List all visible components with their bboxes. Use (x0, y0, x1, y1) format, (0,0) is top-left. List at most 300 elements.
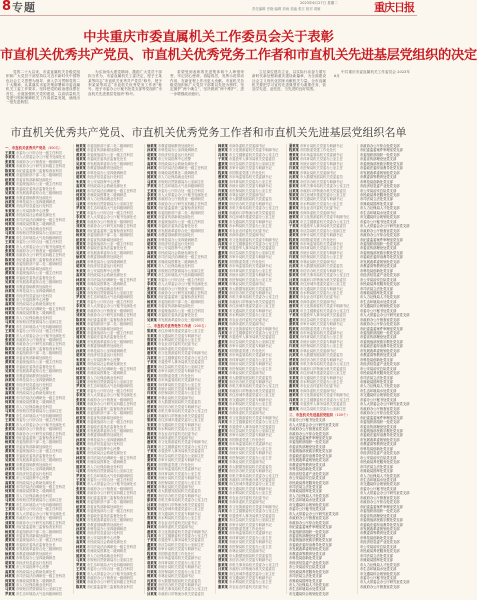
unit-name: 市纪委监委案件审理室党支部 (360, 504, 403, 509)
honoree-name: 程某某 (289, 237, 299, 242)
honoree-unit: 市国资委党建工作处处长 (299, 326, 337, 331)
unit-name: 市委政法委综治督导处党支部 (289, 453, 332, 458)
honoree-name: 马某某 (5, 498, 15, 503)
unit-name: 市人大常委会办公厅研究室党支部 (289, 511, 339, 516)
unit-name: 市纪委监委案件审理室党支部 (289, 436, 332, 440)
honoree-unit: 市政府办公厅督查室一级调研员 (86, 308, 134, 313)
honoree-unit: 市纪委监委第三监督检查室科员 (86, 406, 134, 411)
honoree-name: 萧某某 (147, 547, 157, 552)
honoree-name: 程某某 (218, 437, 228, 442)
honoree-name: 孙某某 (5, 289, 15, 294)
honoree-name: 邓某某 (218, 451, 228, 456)
unit-name: 市政府办公厅督查室党支部 (289, 516, 329, 521)
honoree-unit: 市委统战部办公室一级主任科员 (86, 509, 134, 514)
honoree-unit: 市委宣传部新闻处副处长 (86, 237, 124, 242)
honoree-name: 谢某某 (147, 520, 157, 525)
unit-name: 市委政法委综治督导处党支部 (289, 542, 332, 547)
honoree-name: 唐某某 (218, 415, 228, 420)
honoree-unit: 市卫生健康委机关党委办公室主任 (157, 444, 208, 449)
honoree-name: 吴某某 (5, 458, 15, 463)
honoree-unit: 市政府口岸物流办机关党委委员 (228, 388, 276, 393)
honoree-unit: 市纪委监委第三监督检查室科员 (15, 168, 63, 173)
honoree-name: 袁某某 (218, 357, 228, 362)
honoree-unit: 市国资委党建工作处处长 (157, 551, 195, 556)
unit-name: 市人大常委会办公厅研究室党支部 (289, 422, 339, 427)
unit-name: 市委宣传部理论处党支部 (360, 157, 397, 162)
unit-name: 市经济信息委产业处党支部 (360, 273, 400, 278)
honoree-name: 高某某 (76, 540, 86, 545)
honoree-unit: 市教委基础教育处副处长 (15, 373, 53, 378)
unit-name: 市民政局养老服务处党支部 (289, 480, 329, 485)
honoree-unit: 市住房城乡建委党委办公室主任 (228, 571, 276, 576)
honoree-unit: 市经济信息委运行处科员 (86, 175, 124, 180)
unit-name: 市委组织部组织一处党支部 (360, 152, 400, 157)
honoree-unit: 市卫生健康委机关党委办公室主任 (228, 420, 279, 425)
unit-name: 市委办公厅秘书处党支部 (360, 575, 397, 580)
honoree-name: 曹某某 (218, 442, 228, 447)
honoree-unit: 市教委基础教育处副处长 (15, 551, 53, 556)
honoree-unit: 市发展改革委综合处三级调研员 (15, 458, 63, 463)
honoree-name: 许某某 (289, 255, 299, 260)
honoree-unit: 市医保局机关党委办公室主任 (299, 166, 343, 171)
unit-name: 市交通局综合规划处党支部 (289, 502, 329, 507)
unit-name: 市经济信息委产业处党支部 (360, 362, 400, 367)
unit-name: 市政府办公厅督查室党支部 (360, 495, 400, 500)
honoree-unit: 市委宣传部新闻处副处长 (15, 444, 53, 449)
honoree-unit: 市委组织部干部二处二级调研员 (86, 233, 134, 238)
honoree-name: 何某某 (147, 259, 157, 264)
honoree-unit: 市住房城乡建委党委办公室主任 (299, 371, 347, 376)
honoree-unit: 市政府口岸物流办机关党委委员 (157, 502, 205, 507)
honoree-unit: 市财政局预算处二级调研员 (15, 222, 56, 227)
honoree-unit: 市公安局指挥中心民警 (86, 446, 120, 451)
honoree-unit: 市体育局机关党委办公室主任 (299, 246, 343, 251)
honoree-unit: 市应急局机关党委办公室副主任 (299, 228, 347, 233)
honored-unit (289, 592, 355, 596)
honoree-name: 郭某某 (5, 315, 15, 320)
honoree-unit: 市医保局机关党委办公室主任 (228, 277, 272, 282)
honoree-name: 高某某 (5, 213, 15, 218)
unit-name: 市民政局养老服务处党支部 (360, 460, 400, 465)
honoree-unit: 市财政局预算处二级调研员 (15, 400, 56, 405)
honoree-unit: 市纪委监委第三监督检查室科员 (86, 495, 134, 500)
unit-name: 市委办公厅秘书处党支部 (360, 397, 397, 402)
unit-name: 市科技局创新处党支部 (360, 535, 393, 540)
honoree-unit: 市委办公厅综合处一级主任科员 (157, 188, 205, 193)
honoree-unit: 市公安局指挥中心民警 (157, 157, 191, 162)
honoree-unit: 市生态环境局大气处四级调研员 (157, 184, 205, 189)
honoree-name: 刘某某 (76, 313, 86, 318)
honoree-name: 林某某 (5, 217, 15, 222)
honoree-name: 高某某 (76, 184, 86, 189)
honoree-name: 林某某 (76, 366, 86, 371)
honoree-name: 梁某某 (218, 571, 228, 576)
honoree-unit: 市交通局机关党委专职副书记 (299, 286, 343, 291)
honoree-name: 高某某 (5, 569, 15, 574)
honoree-unit: 市机关事务局机关党委办公室主任 (228, 473, 279, 478)
honoree-name: 李某某 (5, 333, 15, 338)
honoree-name: 周某某 (76, 157, 86, 162)
honoree-unit: 市交通局机关党委专职副书记 (157, 422, 201, 427)
honoree-name: 韩某某 (218, 233, 228, 238)
honoree-unit: 市司法局法治调研处一级主任科员 (15, 484, 66, 489)
honoree-unit: 市机关事务局机关党委办公室主任 (299, 362, 350, 367)
list-column (289, 144, 355, 596)
honoree-unit: 市司法局法治调研处一级主任科员 (86, 455, 137, 460)
honoree-unit: 市规划自然资源局办公室副主任 (15, 231, 63, 236)
honoree-unit: 市体育局机关党委办公室主任 (228, 535, 272, 540)
honoree-unit: 市司法局法治调研处一级主任科员 (86, 277, 137, 282)
honoree-unit: 市交通局机关党委专职副书记 (228, 575, 272, 580)
honoree-name: 曾某某 (147, 404, 157, 409)
honoree-unit: 市林业局机关党委副书记 (228, 192, 266, 197)
honoree-unit: 市机关事务局机关党委办公室主任 (299, 184, 350, 189)
honoree-name: 程某某 (147, 462, 157, 467)
unit-name: 市人力社保局人才处党支部 (360, 206, 400, 211)
list-column (147, 144, 213, 596)
honoree-name: 赵某某 (76, 326, 86, 331)
honoree-name: 刘某某 (5, 253, 15, 258)
intro-column: 中共重庆市委直属机关工作委员会 2023年6月 (334, 70, 410, 79)
unit-name: 市政府办公厅督查室党支部 (360, 317, 400, 322)
honoree-name: 郑某某 (289, 380, 299, 385)
honoree-name: 韩某某 (218, 411, 228, 416)
unit-name: 市人力社保局人才处党支部 (360, 295, 400, 300)
honoree-unit: 市市场监管局机关党委副书记 (228, 353, 272, 358)
honoree-unit: 市水利局机关党委办公室主任 (228, 402, 272, 407)
honoree-name: 董某某 (147, 364, 157, 369)
honoree-unit: 市经济信息委运行处科员 (15, 204, 53, 209)
honoree-name: 赵某某 (5, 266, 15, 271)
unit-name: 市民政局养老服务处党支部 (360, 282, 400, 287)
unit-name: 市生态环境局水处党支部 (360, 477, 397, 482)
honoree-unit: 市生态环境局大气处四级调研员 (15, 413, 63, 418)
honoree-unit: 市统计局机关党委专职副书记 (228, 540, 272, 545)
honoree-name: 罗某某 (147, 184, 157, 189)
honoree-unit: 市政府口岸物流办机关党委委员 (157, 413, 205, 418)
page-number: 8 (2, 0, 12, 14)
unit-name: 市委统战部民族宗教处党支部 (360, 250, 403, 255)
honoree-unit: 市规划自然资源局办公室副主任 (15, 587, 63, 592)
honoree-name: 曹某某 (289, 152, 299, 157)
honoree-unit: 市规划自然资源局办公室副主任 (86, 380, 134, 385)
honoree-unit: 市委政法委执法监督处处长 (86, 513, 127, 518)
honoree-unit: 市公安局指挥中心民警 (15, 208, 49, 213)
honoree-unit: 市政府口岸物流办机关党委委员 (157, 591, 205, 596)
honoree-name: 吕某某 (218, 567, 228, 572)
honoree-unit: 市发展改革委综合处三级调研员 (15, 280, 63, 285)
unit-name: 市委办公厅秘书处党支部 (360, 486, 397, 491)
honoree-name: 刘某某 (5, 520, 15, 525)
intro-column: 为弘扬伟大建党精神，激励广大党员干部担当作为，市委直属机关工委决定，授予王某某等同志“市直机关优秀共产党员”称号，授予李某某等同志“市直机关优秀党务工作者”称号，授予市委办公厅秘书处党支部等党组织“市直机关先进基层党组织”称号。 (88, 70, 162, 96)
honoree-unit: 市生态环境局大气处四级调研员 (157, 273, 205, 278)
honoree-name: 韩某某 (147, 346, 157, 351)
honoree-unit: 市统计局机关党委专职副书记 (228, 451, 272, 456)
honoree-name: 唐某某 (147, 440, 157, 445)
honoree-name: 胡某某 (5, 204, 15, 209)
honoree-unit: 市水利局机关党委办公室主任 (228, 580, 272, 585)
honoree-unit: 市文化旅游委机关党委专职副书记 (299, 215, 350, 220)
honoree-unit: 市机关事务局机关党委办公室主任 (157, 498, 208, 503)
unit-name: 市委统战部民族宗教处党支部 (289, 449, 332, 454)
unit-name: 市委政法委综治督导处党支部 (360, 344, 403, 349)
honoree-name: 谢某某 (218, 406, 228, 411)
honoree-name: 袁某某 (289, 335, 299, 340)
unit-name: 市人力社保局人才处党支部 (360, 562, 400, 567)
honoree-unit: 市委政法委执法监督处处长 (15, 275, 56, 280)
honoree-name: 梁某某 (147, 418, 157, 423)
honoree-unit: 市科技局办公室四级调研员 (15, 467, 56, 472)
unit-name: 市教委高等教育处党支部 (360, 442, 397, 447)
honoree-name: 傅某某 (289, 348, 299, 353)
honoree-unit: 市水利局机关党委办公室主任 (299, 380, 343, 385)
honoree-name: 徐某某 (76, 344, 86, 349)
honoree-unit: 市经济信息委运行处科员 (15, 382, 53, 387)
honoree-name: 黄某某 (76, 331, 86, 336)
honoree-unit: 市水利局机关党委办公室主任 (157, 516, 201, 521)
honoree-name: 马某某 (5, 231, 15, 236)
honoree-unit: 市市场监管局机关党委副书记 (299, 152, 343, 157)
honoree-unit: 市国资委党建工作处处长 (157, 462, 195, 467)
honoree-name: 林某某 (147, 166, 157, 171)
honoree-unit: 市规划自然资源局办公室副主任 (86, 469, 134, 474)
honoree-unit: 市体育局机关党委办公室主任 (299, 157, 343, 162)
honoree-unit: 市民政局社会救助处副处长 (157, 250, 198, 255)
honoree-unit: 市体育局机关党委办公室主任 (157, 471, 201, 476)
honoree-name: 于某某 (147, 360, 157, 365)
honoree-unit: 市委政法委执法监督处处长 (86, 246, 127, 251)
honoree-unit: 市市场监管局机关党委副书记 (228, 175, 272, 180)
honoree-name: 宋某某 (218, 575, 228, 580)
honoree-name: 李某某 (147, 192, 157, 197)
honoree-unit: 市国资委党建工作处处长 (228, 170, 266, 175)
honoree-unit: 市政府办公厅督查室一级调研员 (86, 219, 134, 224)
masthead-rule (0, 15, 417, 16)
honoree-unit: 市委统战部办公室一级主任科员 (15, 360, 63, 365)
honoree-name: 彭某某 (218, 384, 228, 389)
honoree-name: 曹某某 (218, 353, 228, 358)
honoree-name: 郑某某 (218, 491, 228, 496)
honoree-unit: 市文化旅游委机关党委专职副书记 (228, 504, 279, 509)
honoree-unit: 市政协办公厅研究室四级主任科员 (15, 342, 66, 347)
honoree-unit: 市政府办公厅督查室一级调研员 (15, 516, 63, 521)
honoree-unit: 市委办公厅综合处一级主任科员 (157, 277, 205, 282)
honoree-name: 董某某 (289, 228, 299, 233)
honoree-unit: 市住房城乡建委党委办公室主任 (228, 482, 276, 487)
honoree-name: 徐某某 (147, 233, 157, 238)
honoree-name: 曹某某 (147, 378, 157, 383)
honoree-name: 黄某某 (5, 538, 15, 543)
honoree-entry (218, 585, 284, 589)
honoree-name: 何某某 (76, 549, 86, 554)
unit-name: 市民政局养老服务处党支部 (360, 192, 400, 197)
unit-name: 市委政法委综治督导处党支部 (360, 522, 403, 527)
honoree-unit: 市规划自然资源局办公室副主任 (86, 290, 134, 295)
honoree-name: 林某某 (5, 574, 15, 579)
honoree-unit: 市国资委党建工作处处长 (228, 437, 266, 442)
honoree-unit: 市民政局社会救助处副处长 (15, 302, 56, 307)
unit-name: 市委宣传部理论处党支部 (360, 335, 397, 340)
honoree-name: 梁某某 (218, 482, 228, 487)
honoree-name: 杨某某 (76, 500, 86, 505)
honoree-name: 高某某 (5, 391, 15, 396)
honoree-name: 高某某 (5, 480, 15, 485)
honoree-unit: 市人力社保局就业处科员 (86, 464, 124, 469)
honoree-unit: 市信访办机关党委专职副书记 (157, 404, 201, 409)
honoree-unit: 市教委基础教育处副处长 (86, 344, 124, 349)
unit-name: 市委办公厅秘书处党支部 (289, 418, 326, 423)
unit-name: 市委组织部组织一处党支部 (360, 509, 400, 514)
honoree-name: 黄某某 (5, 360, 15, 365)
unit-name: 市委宣传部理论处党支部 (289, 444, 326, 449)
honoree-unit: 市商务委机关党委副书记 (228, 233, 266, 238)
honoree-unit: 市委办公厅综合处一级主任科员 (86, 210, 134, 215)
honoree-unit: 市应急局机关党委办公室副主任 (228, 518, 276, 523)
honoree-name: 彭某某 (218, 206, 228, 211)
honoree-unit: 市信访办机关党委专职副书记 (299, 357, 343, 362)
honoree-name: 朱某某 (76, 268, 86, 273)
honoree-name: 彭某某 (147, 587, 157, 592)
honoree-unit: 市住房城乡建委党委办公室主任 (299, 282, 347, 287)
honoree-unit: 市政府办公厅督查室一级调研员 (15, 427, 63, 432)
honoree-name: 许某某 (218, 277, 228, 282)
honoree-name: 李某某 (147, 282, 157, 287)
headline: 市直机关优秀共产党员、市直机关优秀党务工作者和市直机关先进基层党组织的决定 (0, 48, 477, 63)
honoree-name: 冯某某 (289, 219, 299, 224)
honoree-unit: 市商务委机关党委副书记 (299, 210, 337, 215)
honoree-unit: 市国资委党建工作处处长 (157, 373, 195, 378)
honoree-unit: 市纪委监委第三监督检查室科员 (15, 257, 63, 262)
unit-name: 市政协办公厅综合处党支部 (360, 144, 400, 148)
unit-name: 市发展改革委规划处党支部 (360, 348, 400, 353)
honoree-name: 宋某某 (218, 397, 228, 402)
honoree-name: 曾某某 (218, 558, 228, 563)
unit-name: 市经济信息委产业处党支部 (360, 540, 400, 545)
honoree-name: 唐某某 (147, 351, 157, 356)
honoree-unit: 市体育局机关党委办公室主任 (228, 268, 272, 273)
honoree-unit: 市人大常委会办公厅秘书处副处长 (15, 511, 66, 516)
honoree-name: 程某某 (218, 259, 228, 264)
honoree-name: 孙某某 (5, 378, 15, 383)
honoree-name: 何某某 (76, 282, 86, 287)
honoree-name: 袁某某 (218, 179, 228, 184)
honoree-unit: 市生态环境局大气处四级调研员 (15, 502, 63, 507)
honoree-name: 朱某某 (5, 387, 15, 392)
honoree-name: 谢某某 (218, 495, 228, 500)
honoree-name: 郑某某 (218, 580, 228, 585)
honoree-name: 吴某某 (76, 429, 86, 433)
honoree-name: 高某某 (76, 362, 86, 367)
honoree-unit: 市应急局机关党委办公室副主任 (228, 250, 276, 255)
honoree-unit: 市信访办机关党委专职副书记 (228, 469, 272, 474)
honoree-unit: 市委宣传部新闻处副处长 (157, 215, 195, 220)
honoree-name: 吕某某 (147, 502, 157, 507)
honoree-unit: 市农业农村委机关纪委书记 (228, 584, 269, 589)
honoree-unit: 市规划自然资源局办公室副主任 (157, 268, 205, 273)
honoree-unit: 市市场监管局机关党委副书记 (228, 442, 272, 447)
honoree-name: 傅某某 (147, 395, 157, 400)
honoree-name: 于某某 (147, 449, 157, 454)
honoree-unit: 市委组织部干部二处二级调研员 (15, 440, 63, 445)
honoree-name: 朱某某 (76, 535, 86, 540)
honoree-unit: 市人力社保局就业处科员 (86, 286, 124, 291)
honoree-name: 黄某某 (76, 509, 86, 514)
honoree-name: 程某某 (218, 170, 228, 175)
honoree-name: 杨某某 (5, 440, 15, 445)
honoree-name: 周某某 (5, 275, 15, 280)
honoree-name: 罗某某 (5, 235, 15, 240)
honoree-unit: 市交通局机关党委专职副书记 (299, 375, 343, 380)
honoree-name: 许某某 (218, 455, 228, 460)
honoree-name: 高某某 (76, 451, 86, 456)
unit-name: 市人力社保局人才处党支部 (289, 582, 329, 587)
honoree-unit: 市教委基础教育处副处长 (15, 284, 53, 289)
honoree-unit: 市市场监管局机关党委副书记 (299, 241, 343, 246)
honoree-name: 刘某某 (147, 201, 157, 206)
honoree-entry (5, 592, 71, 596)
honoree-unit: 市文化旅游委机关党委专职副书记 (157, 529, 208, 534)
honoree-unit: 市医保局机关党委办公室主任 (228, 455, 272, 460)
unit-name: 市科技局创新处党支部 (360, 357, 393, 362)
honoree-name: 王某某 (76, 388, 86, 393)
honoree-name: 袁某某 (147, 382, 157, 387)
honoree-unit: 市退役军人事务局机关党委委员 (228, 335, 276, 340)
honoree-unit: 市农业农村委机关纪委书记 (228, 317, 269, 322)
honoree-unit: 市经济信息委运行处科员 (86, 353, 124, 358)
honoree-name: 王某某 (5, 151, 15, 155)
honoree-name: 程某某 (147, 551, 157, 556)
honoree-name: 赵某某 (147, 304, 157, 309)
honoree-name: 宋某某 (147, 511, 157, 516)
honoree-name: 吴某某 (76, 339, 86, 344)
honoree-name: 吴某某 (5, 547, 15, 552)
honoree-unit: 市水利局机关党委办公室主任 (157, 427, 201, 432)
unit-name: 市人大常委会办公厅研究室党支部 (360, 402, 410, 407)
honoree-unit: 市医保局机关党委办公室主任 (228, 188, 272, 193)
honoree-unit: 市委宣传部新闻处副处长 (15, 177, 53, 182)
honoree-name: 徐某某 (5, 373, 15, 378)
honoree-unit: 市应急局机关党委办公室副主任 (157, 453, 205, 458)
honoree-unit: 市卫生健康委机关党委办公室主任 (228, 152, 279, 157)
honoree-unit: 市住房城乡建委党委办公室主任 (299, 192, 347, 197)
honoree-unit: 市公安局指挥中心民警 (157, 246, 191, 251)
honoree-name: 傅某某 (289, 259, 299, 264)
honoree-unit: 市退役军人事务局机关党委委员 (228, 157, 276, 162)
honoree-name: 冯某某 (289, 308, 299, 313)
unit-name: 市科技局创新处党支部 (360, 179, 393, 184)
list-column (5, 144, 71, 596)
honoree-name: 孙某某 (76, 437, 86, 442)
honoree-name: 刘某某 (5, 431, 15, 436)
honoree-unit: 市审计局机关党委专职副书记 (157, 547, 201, 552)
unit-name: 市委办公厅秘书处党支部 (360, 308, 397, 313)
honoree-name: 林某某 (76, 455, 86, 460)
honoree-unit: 市审计局机关党委专职副书记 (228, 255, 272, 260)
honoree-name: 吕某某 (289, 366, 299, 371)
honoree-unit: 市生态环境局大气处四级调研员 (15, 235, 63, 240)
editors-line: 责任编辑 史晓 编辑 刘雨 美编 张江 校对 周敏 (252, 7, 321, 11)
honoree-unit: 市民政局社会救助处副处长 (86, 362, 127, 367)
honoree-unit: 市科技局办公室四级调研员 (86, 437, 127, 442)
honoree-unit: 市公安局指挥中心民警 (86, 357, 120, 362)
honoree-name: 许某某 (218, 188, 228, 193)
honoree-unit: 市委统战部办公室一级主任科员 (86, 152, 134, 157)
honoree-unit: 市统计局机关党委专职副书记 (299, 339, 343, 344)
unit-name: 市发展改革委规划处党支部 (289, 547, 329, 552)
honoree-name: 宋某某 (147, 422, 157, 427)
honoree-name: 梁某某 (289, 192, 299, 197)
honoree-unit: 市委政法委执法监督处处长 (15, 453, 56, 458)
